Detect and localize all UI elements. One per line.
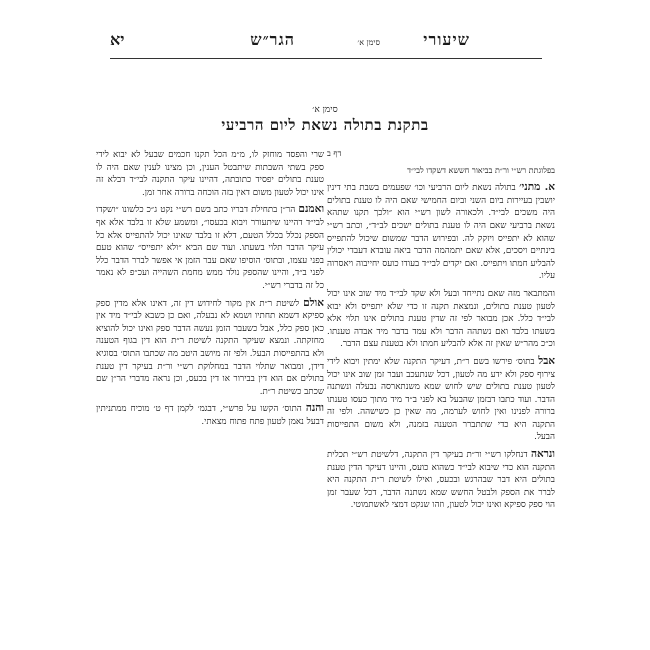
paragraph-lead: והנה bbox=[305, 402, 324, 415]
paragraph-lead: ואמנם bbox=[298, 203, 325, 216]
header-rule bbox=[110, 58, 542, 59]
paragraph bbox=[96, 203, 324, 292]
subsection-heading: בפלוגתת רש״י ור״ת בביאור חששא דשקדו לבי״ד bbox=[407, 165, 555, 175]
paragraph bbox=[327, 448, 555, 512]
right-column bbox=[327, 148, 555, 516]
left-column bbox=[96, 148, 324, 432]
section-title: בתקנת בתולה נשאת ליום הרביעי bbox=[221, 116, 429, 134]
paragraph bbox=[327, 287, 555, 351]
paragraph-text: לשיטת ר״ת אין מקור לחידוש דין זה, דאינו אלא מדין ספק ספיקא דשמא תחתיו ושמא לא נבעלה, ואם כן כשבא לבי״ד מיד אין כאן ספק כלל, אבל כשעבר הזמן נעשה הדבר ספק ואינו יכול להוציא מחזקתה. ונמצא שעיקר התקנה לשיטת ר״ת הוא דין בגוף הטענה ולא בהתפייסות הבעל. ולפי זה מיושב היטב מה שכתבו התוס׳ בסוגיא דידן, ומבואר שתלוי הדבר במחלוקת רש״י ור״ת בעיקר דין טענת בתולים אם הוא דין בבירור או דין בכעס, וכן נראה מדברי הר״ן שם שכתב כשיטת ר״ת. bbox=[96, 298, 324, 397]
paragraph-text: בתולה נשאת ליום הרביעי וכו׳ שפעמים בשבת בתי דינין יושבין בעיירות ביום השני וביום החמישי שאם היה לו טענת בתולים היה משכים לבי״ד. ולכאורה לשון רש״י הוא ״ולכך תקנו שתהא נשאת ברביעי שאם היה לו טענת בתולים ישכים לב״ד״, וכתב רש״י שהוא לא יתפייס ויזקק לה. ובפירוש הדבר שמשום שיכול להתפייס בינתיים ויסכים, אלא שאם יתמהמה הדבר ביאה עובדא דעבדי יכולין להבליע חמתו ויתפייס. ואם יקדים לבי״ד בעודו כועס יחייבוה ויאסרוה עליו. bbox=[327, 183, 555, 282]
daf-reference: דף ב bbox=[327, 149, 342, 158]
paragraph-text: התוס׳ הקשו על פרש״י, דבגמ׳ לקמן דף ט׳ מוכיח ממתניתין דבעל נאמן לטעון פתח פתוח מצאתי. bbox=[96, 404, 324, 427]
paragraph-text: והמתבאר מזה שאם נתייחד ובעל ולא שקד לבי״ד מיד שוב אינו יכול לטעון טענת בתולים, ונמצאת תקנה זו כדי שלא יתפייס ולא יבוא לבי״ד כלל. אכן מבואר לפי זה שדין טענת בתולים אינו תלוי אלא בשעתו בלבד ואם נשתהה הדבר ולא עמד בדבר מיד אבדה טענתו. וכ״כ מהר״ש שאין זה אלא להבליע חמתו ולא בטענת עצם הדבר. bbox=[327, 288, 555, 350]
header-siman: סימן א׳ bbox=[357, 38, 380, 47]
paragraph bbox=[327, 355, 555, 444]
paragraph-lead: ונראה bbox=[530, 448, 555, 461]
paragraph bbox=[96, 402, 324, 428]
page-number: יא bbox=[110, 30, 125, 49]
paragraph-lead: א. מתני׳ bbox=[519, 181, 555, 194]
paragraph-text: דנחלקו רש״י ור״ת בעיקר דין התקנה, דלשיטת רש״י תכלית התקנה הוא כדי שיבוא לבי״ד כשהוא כועס, והיינו דעיקר הדין טענת בתולים היא דבר שבהרגש ובכעס, ואילו לשיטת ר״ת התקנה היא לברר את הספק ולבטל החשש שמא נשתנה הדבר, דכל שעבר זמן הוי ספק ספיקא ואינו יכול לטעון, וזהו שנקט דמצי לאשתמוטי. bbox=[327, 450, 555, 511]
header-title-left: הגר״ש bbox=[250, 30, 295, 49]
siman-label: סימן א׳ bbox=[312, 105, 338, 115]
paragraph bbox=[96, 297, 324, 399]
paragraph-text: שרי והפסד מוחזק לו, מ״מ הכל תקנו חכמים שבעל לא יבוא לידי ספק בשתי השבתות שיתבטל הענין, וכן מצינו לענין שאם היה לו טענת בתולים יפסיד כתובתה, דהיינו עיקר התקנה לבי״ד דבלא זה אינו יכול לטעון משום דאין בזה הוכחה ברורה אחר זמן. bbox=[96, 150, 324, 198]
running-header bbox=[0, 16, 650, 56]
paragraph bbox=[96, 148, 324, 199]
paragraph-lead: אולם bbox=[303, 296, 324, 309]
paragraph-text: בתוס׳ פירשו בשם ר״ת, דעיקר התקנה שלא ימתין ויבוא לידי צירוף ספק ולא ידע מה לטעון, דכל שנתעכב ועבר זמן שוב אינו יכול לטעון טענת בתולים שיש לחוש שמא משנתארסה נבעלה ונשתנה הדבר. ועוד כתבו דבזמן שהבעל בא לפני ב״ד מיד מתוך כעסו טענתו ברורה לפנינו ואין לחוש לערמה, מה שאין כן כשישהה. ולפי זה התקנה היא כדי שתתברר הטענה בזמנה, ולא משום התפייסות הבעל. bbox=[327, 356, 555, 443]
paragraph bbox=[327, 181, 555, 283]
paragraph-text: הר״ן בתחילת דבריו כתב בשם רש״י נקט ג״כ כלשונו ״ושקדו לבי״ד דהיינו שיתעורר ויבוא בכעסו״, ומשמע שלא זו בלבד אלא אף הספק נכלל בכלל הטעם, דלא זו בלבד שאינו יכול להתפייס אלא כל עיקר הדבר תלוי בשעתו. ועוד שם הביא ״ולא יתפייס״ שהוא טעם בפני עצמו, ובתוס׳ הוסיפו שאם עבר הזמן אי אפשר לברר הדבר כלל לפני ב״ד, והיינו שהספק נולד ממש מחמת השהייה ועכ״פ לא נאמר כל זה בדברי רש״י. bbox=[96, 205, 324, 291]
paragraph-lead: אבל bbox=[538, 354, 555, 367]
header-title-right: שיעורי bbox=[423, 30, 470, 49]
